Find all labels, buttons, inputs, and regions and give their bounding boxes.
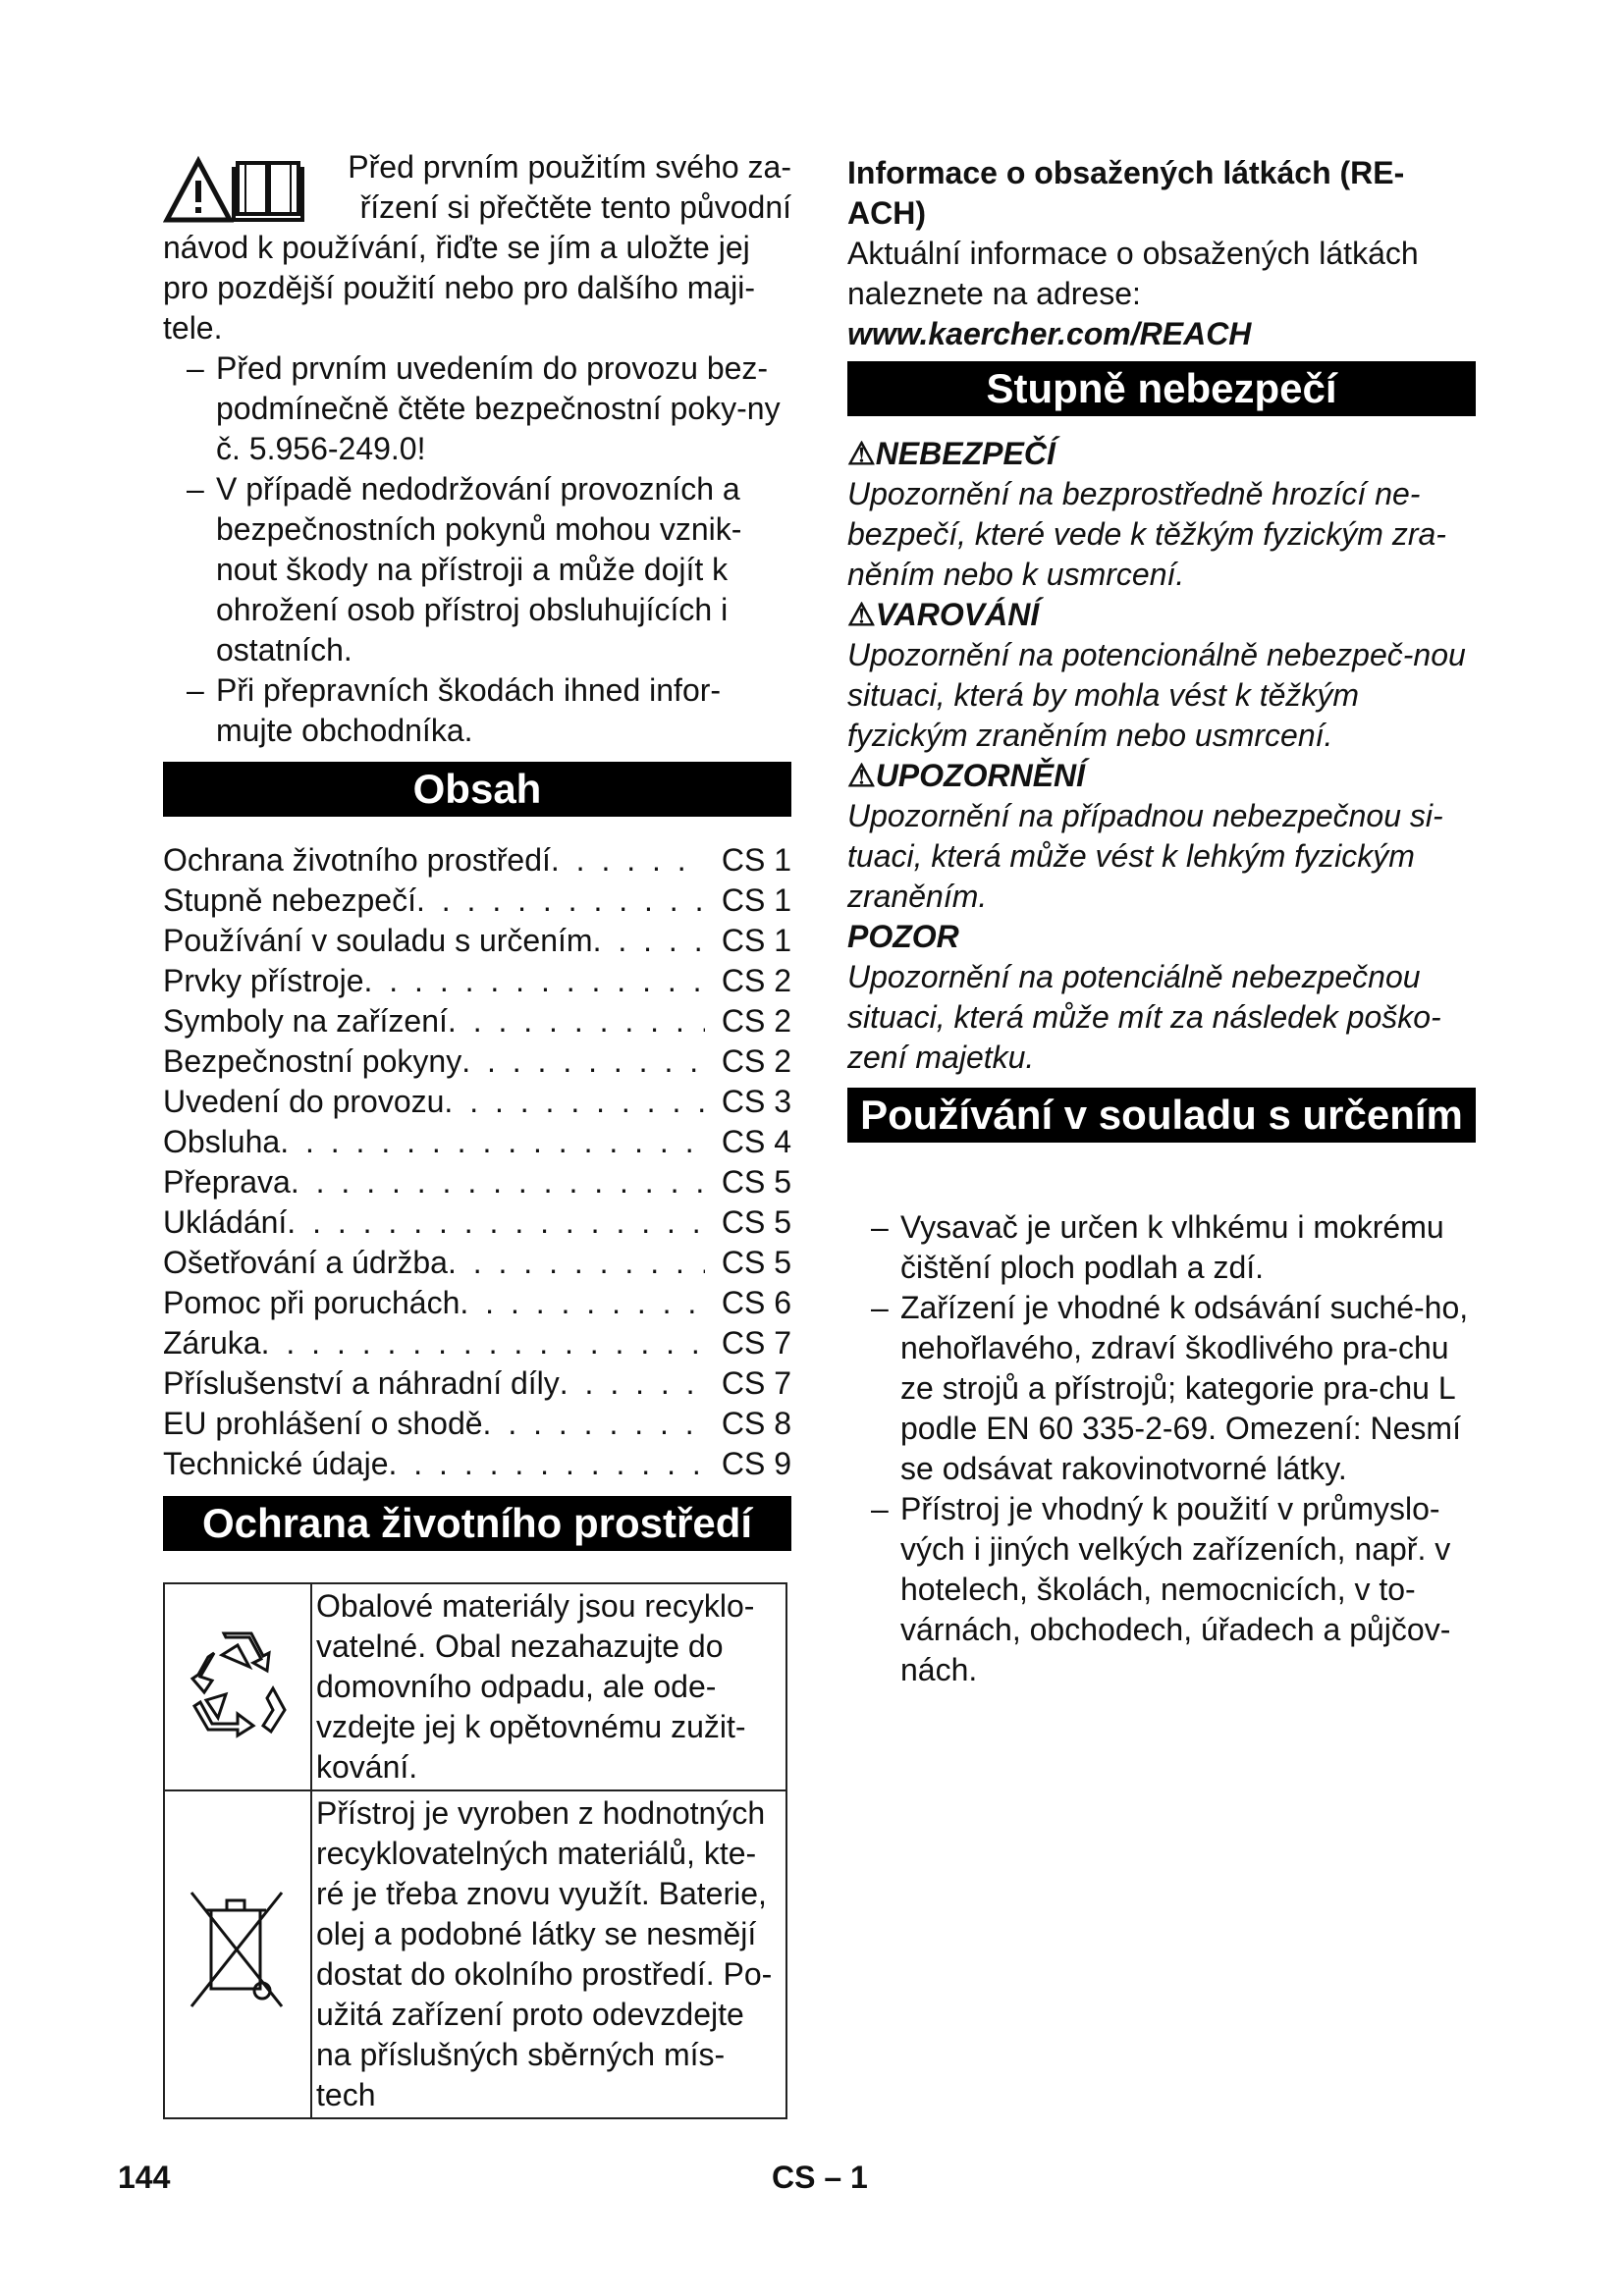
env-section-title: Ochrana životního prostředí: [163, 1496, 791, 1551]
toc-item-title: Stupně nebezpečí: [163, 882, 416, 918]
toc-item-title: Příslušenství a náhradní díly: [163, 1365, 560, 1401]
table-of-contents: [163, 840, 791, 1484]
toc-title: Obsah: [163, 762, 791, 817]
footer-lang: CS – 1: [772, 2160, 868, 2195]
toc-leader: [261, 1323, 705, 1363]
toc-item-title: Ukládání: [163, 1204, 288, 1240]
use-list: [847, 1207, 1476, 1690]
toc-item-page: CS 5: [721, 1164, 791, 1200]
toc-leader: [483, 1404, 705, 1444]
warning-triangle-icon: ⚠: [847, 758, 876, 793]
toc-item-page: CS 2: [721, 1003, 791, 1039]
toc-leader: [460, 1283, 705, 1323]
toc-item-title: Přeprava: [163, 1164, 291, 1200]
toc-item-page: CS 1: [721, 923, 791, 958]
toc-item-page: CS 2: [721, 963, 791, 998]
list-item: – Vysavač je určen k vlhkému i mokrému čištění ploch podlah a zdí.: [871, 1209, 1444, 1285]
toc-item-title: Prvky přístroje: [163, 963, 364, 998]
recycle-text: Obalové materiály jsou recyklo-vatelné. Obal nezahazujte do domovního odpadu, ale ode-vzdejte jej k opětovnému zužit-kování.: [311, 1583, 786, 1790]
toc-item-page: CS 1: [721, 882, 791, 918]
toc-leader: [560, 1363, 705, 1404]
hazard-signal-word: ⚠UPOZORNĚNÍ: [847, 758, 1086, 793]
list-item: – Zařízení je vhodné k odsávání suché-ho, nehořlavého, zdraví škodlivého pra-chu ze strojů a přístrojů; kategorie pra-chu L podle EN 60 335-2-69. Omezení: Nesmí se odsávat rakovinotvorné látky.: [871, 1290, 1469, 1486]
toc-item-title: Symboly na zařízení: [163, 1003, 448, 1039]
toc-leader: [291, 1162, 705, 1202]
toc-leader: [551, 840, 705, 881]
warning-triangle-icon: ⚠: [847, 436, 876, 471]
recycle-icon: [179, 1624, 297, 1741]
toc-item-title: Obsluha: [163, 1124, 281, 1159]
toc-leader: [363, 961, 705, 1001]
hazard-signal-word: POZOR: [847, 919, 959, 954]
recycle-icon-cell: [164, 1583, 311, 1790]
toc-item-title: Bezpečnostní pokyny: [163, 1043, 462, 1079]
toc-item-title: Ochrana životního prostředí: [163, 842, 551, 878]
list-item: – Při přepravních škodách ihned infor-mujte obchodníka.: [187, 672, 722, 748]
toc-item[interactable]: [163, 881, 791, 921]
bin-icon-cell: [164, 1790, 311, 2118]
toc-item[interactable]: [163, 1444, 791, 1484]
toc-item[interactable]: [163, 1082, 791, 1122]
warning-triangle-icon: ⚠: [847, 597, 876, 632]
intro-line-2: řízení si přečtěte tento původní: [359, 189, 791, 225]
toc-item-page: CS 8: [721, 1406, 791, 1441]
toc-item[interactable]: [163, 961, 791, 1001]
hazard-description: Upozornění na potencionálně nebezpeč-nou situaci, která by mohla vést k těžkým fyzickým zraněním nebo usmrcení.: [847, 637, 1466, 753]
toc-item-page: CS 7: [721, 1365, 791, 1401]
hazard-description: Upozornění na potenciálně nebezpečnou situaci, která může mít za následek poško-zení majetku.: [847, 959, 1441, 1075]
crossed-bin-icon: [184, 1881, 292, 2018]
use-title: Používání v souladu s určením: [847, 1088, 1476, 1143]
table-row: [164, 1583, 786, 1790]
toc-item-title: Ošetřování a údržba: [163, 1245, 448, 1280]
toc-item[interactable]: [163, 1283, 791, 1323]
toc-item[interactable]: [163, 1323, 791, 1363]
toc-item[interactable]: [163, 1001, 791, 1041]
toc-leader: [448, 1243, 705, 1283]
toc-item[interactable]: [163, 921, 791, 961]
toc-item[interactable]: [163, 1041, 791, 1082]
toc-leader: [444, 1082, 705, 1122]
toc-item[interactable]: [163, 1122, 791, 1162]
reach-text: Aktuální informace o obsažených látkách naleznete na adrese:: [847, 236, 1419, 311]
toc-item-page: CS 5: [721, 1245, 791, 1280]
list-item: – Přístroj je vhodný k použití v průmyslo-vých i jiných velkých zařízeních, např. v hotelech, školách, nemocnicích, v to-várnách, obchodech, úřadech a půjčov-nách.: [871, 1491, 1451, 1687]
warning-manual-icon: [163, 151, 304, 226]
toc-item[interactable]: [163, 1202, 791, 1243]
env-table: [163, 1582, 787, 2119]
toc-item-title: Používání v souladu s určením: [163, 923, 593, 958]
toc-leader: [280, 1122, 705, 1162]
hazard-levels: [847, 434, 1476, 1078]
intro-line-1: Před prvním použitím svého za-: [348, 149, 791, 185]
hazard-title: Stupně nebezpečí: [847, 361, 1476, 416]
toc-item-page: CS 1: [721, 842, 791, 878]
toc-item-page: CS 7: [721, 1325, 791, 1361]
intro-rest: návod k používání, řiďte se jím a uložte jej pro pozdější použití nebo pro dalšího maji-tele.: [163, 230, 756, 346]
toc-item[interactable]: [163, 1243, 791, 1283]
toc-item-page: CS 5: [721, 1204, 791, 1240]
reach-section: [847, 153, 1476, 354]
hazard-signal-word: ⚠VAROVÁNÍ: [847, 597, 1040, 632]
toc-item-title: EU prohlášení o shodě: [163, 1406, 483, 1441]
page-number: 144: [118, 2160, 171, 2195]
toc-item[interactable]: [163, 1404, 791, 1444]
reach-heading: Informace o obsažených látkách (RE-ACH): [847, 155, 1405, 231]
hazard-description: Upozornění na bezprostředně hrozící ne-bezpečí, které vede k těžkým fyzickým zra-něním nebo k usmrcení.: [847, 476, 1446, 592]
toc-item-title: Záruka: [163, 1325, 261, 1361]
intro-section: [163, 147, 791, 751]
toc-item-title: Technické údaje: [163, 1446, 389, 1481]
toc-leader: [416, 881, 705, 921]
hazard-description: Upozornění na případnou nebezpečnou si-tuaci, která může vést k lehkým fyzickým zraněním.: [847, 798, 1443, 914]
toc-item-page: CS 9: [721, 1446, 791, 1481]
bin-text: Přístroj je vyroben z hodnotných recyklovatelných materiálů, kte-ré je třeba znovu využít. Baterie, olej a podobné látky se nesmějí dostat do okolního prostředí. Po-užitá zařízení proto odevzdejte na příslušných sběrných mís-tech: [311, 1790, 786, 2118]
toc-leader: [448, 1001, 705, 1041]
toc-item-title: Uvedení do provozu: [163, 1084, 445, 1119]
toc-item[interactable]: [163, 840, 791, 881]
toc-item-page: CS 6: [721, 1285, 791, 1320]
reach-url[interactable]: www.kaercher.com/REACH: [847, 316, 1252, 351]
toc-item-page: CS 2: [721, 1043, 791, 1079]
toc-item-page: CS 4: [721, 1124, 791, 1159]
list-item: – Před prvním uvedením do provozu bez-podmínečně čtěte bezpečnostní poky-ny č. 5.956-249.0!: [187, 350, 781, 466]
toc-leader: [388, 1444, 705, 1484]
toc-leader: [287, 1202, 705, 1243]
toc-item-title: Pomoc při poruchách: [163, 1285, 460, 1320]
toc-item[interactable]: [163, 1162, 791, 1202]
toc-leader: [593, 921, 705, 961]
toc-leader: [461, 1041, 705, 1082]
toc-item-page: CS 3: [721, 1084, 791, 1119]
toc-item[interactable]: [163, 1363, 791, 1404]
list-item: – V případě nedodržování provozních a bezpečnostních pokynů mohou vznik-nout škody na přístroji a může dojít k ohrožení osob přístroj obsluhujících i ostatních.: [187, 471, 742, 667]
hazard-signal-word: ⚠NEBEZPEČÍ: [847, 436, 1056, 471]
table-row: [164, 1790, 786, 2118]
